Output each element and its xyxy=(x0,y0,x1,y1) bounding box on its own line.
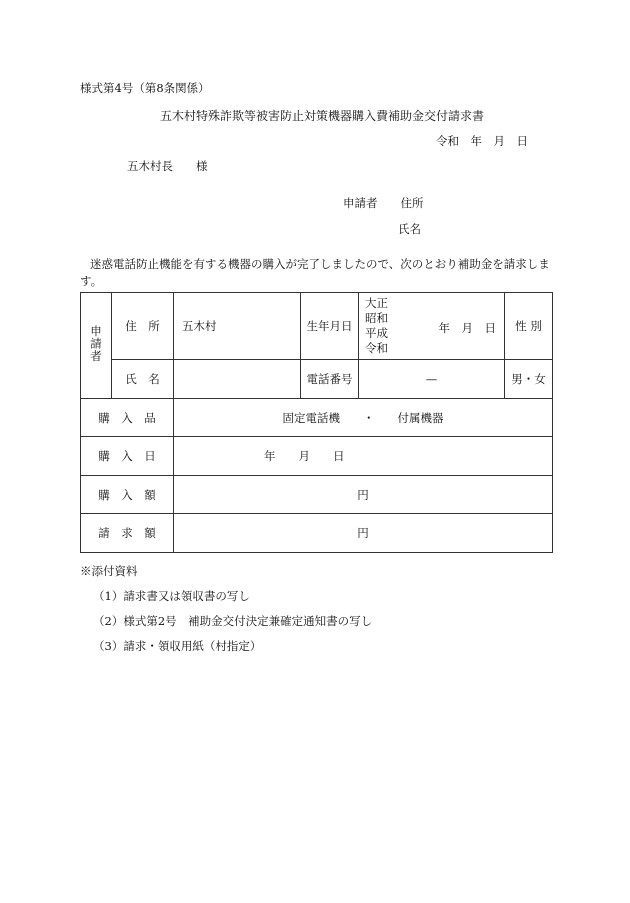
document-title: 五木村特殊詐欺等被害防止対策機器購入費補助金交付請求書 xyxy=(160,109,485,123)
claim-value[interactable]: 円 xyxy=(174,514,553,553)
amount-value[interactable]: 円 xyxy=(174,476,553,514)
attachment-item-2: （2）様式第2号 補助金交付決定兼確定通知書の写し xyxy=(93,614,373,628)
purchase-date-text: 年 月 日 xyxy=(264,449,345,463)
attachment-item-1: （1）請求書又は領収書の写し xyxy=(93,589,250,603)
item-value[interactable]: 固定電話機 ・ 付属機器 xyxy=(174,399,553,437)
amount-label: 購 入 額 xyxy=(81,476,174,514)
applicant-address-label: 申請者 住所 xyxy=(343,196,424,210)
applicant-header: 申請者 xyxy=(89,325,103,363)
sex-label: 性 別 xyxy=(505,293,553,360)
purchase-date-value[interactable] xyxy=(174,437,553,476)
address-label: 住 所 xyxy=(112,293,174,360)
phone-value[interactable]: — xyxy=(359,360,505,399)
claim-label: 請 求 額 xyxy=(81,514,174,553)
birth-cell[interactable] xyxy=(359,293,505,360)
era-reiwa: 令和 xyxy=(365,341,388,355)
applicant-name-label: 氏名 xyxy=(398,222,421,236)
name-value[interactable] xyxy=(174,360,301,399)
date-line: 令和 年 月 日 xyxy=(436,134,528,148)
addressee: 五木村長 様 xyxy=(127,159,208,173)
applicant-header-cell xyxy=(81,293,112,399)
attachment-item-3: （3）請求・領収用紙（村指定） xyxy=(93,639,262,653)
attachments-title: ※添付資料 xyxy=(80,564,138,578)
item-label: 購 入 品 xyxy=(81,399,174,437)
era-heisei: 平成 xyxy=(365,326,388,340)
purchase-date-label: 購 入 日 xyxy=(81,437,174,476)
intro-text: 迷惑電話防止機能を有する機器の購入が完了しましたので、次のとおり補助金を請求します。 xyxy=(80,257,550,288)
era-taisho: 大正 xyxy=(365,296,388,310)
birth-ymd: 年 月 日 xyxy=(438,321,496,335)
phone-label: 電話番号 xyxy=(301,360,359,399)
era-showa: 昭和 xyxy=(365,311,388,325)
sex-value[interactable]: 男・女 xyxy=(505,360,553,399)
form-number: 様式第4号（第8条関係） xyxy=(80,81,210,95)
birth-label: 生年月日 xyxy=(301,293,359,360)
name-label: 氏 名 xyxy=(112,360,174,399)
claim-table xyxy=(80,292,553,553)
address-value[interactable]: 五木村 xyxy=(174,293,301,360)
